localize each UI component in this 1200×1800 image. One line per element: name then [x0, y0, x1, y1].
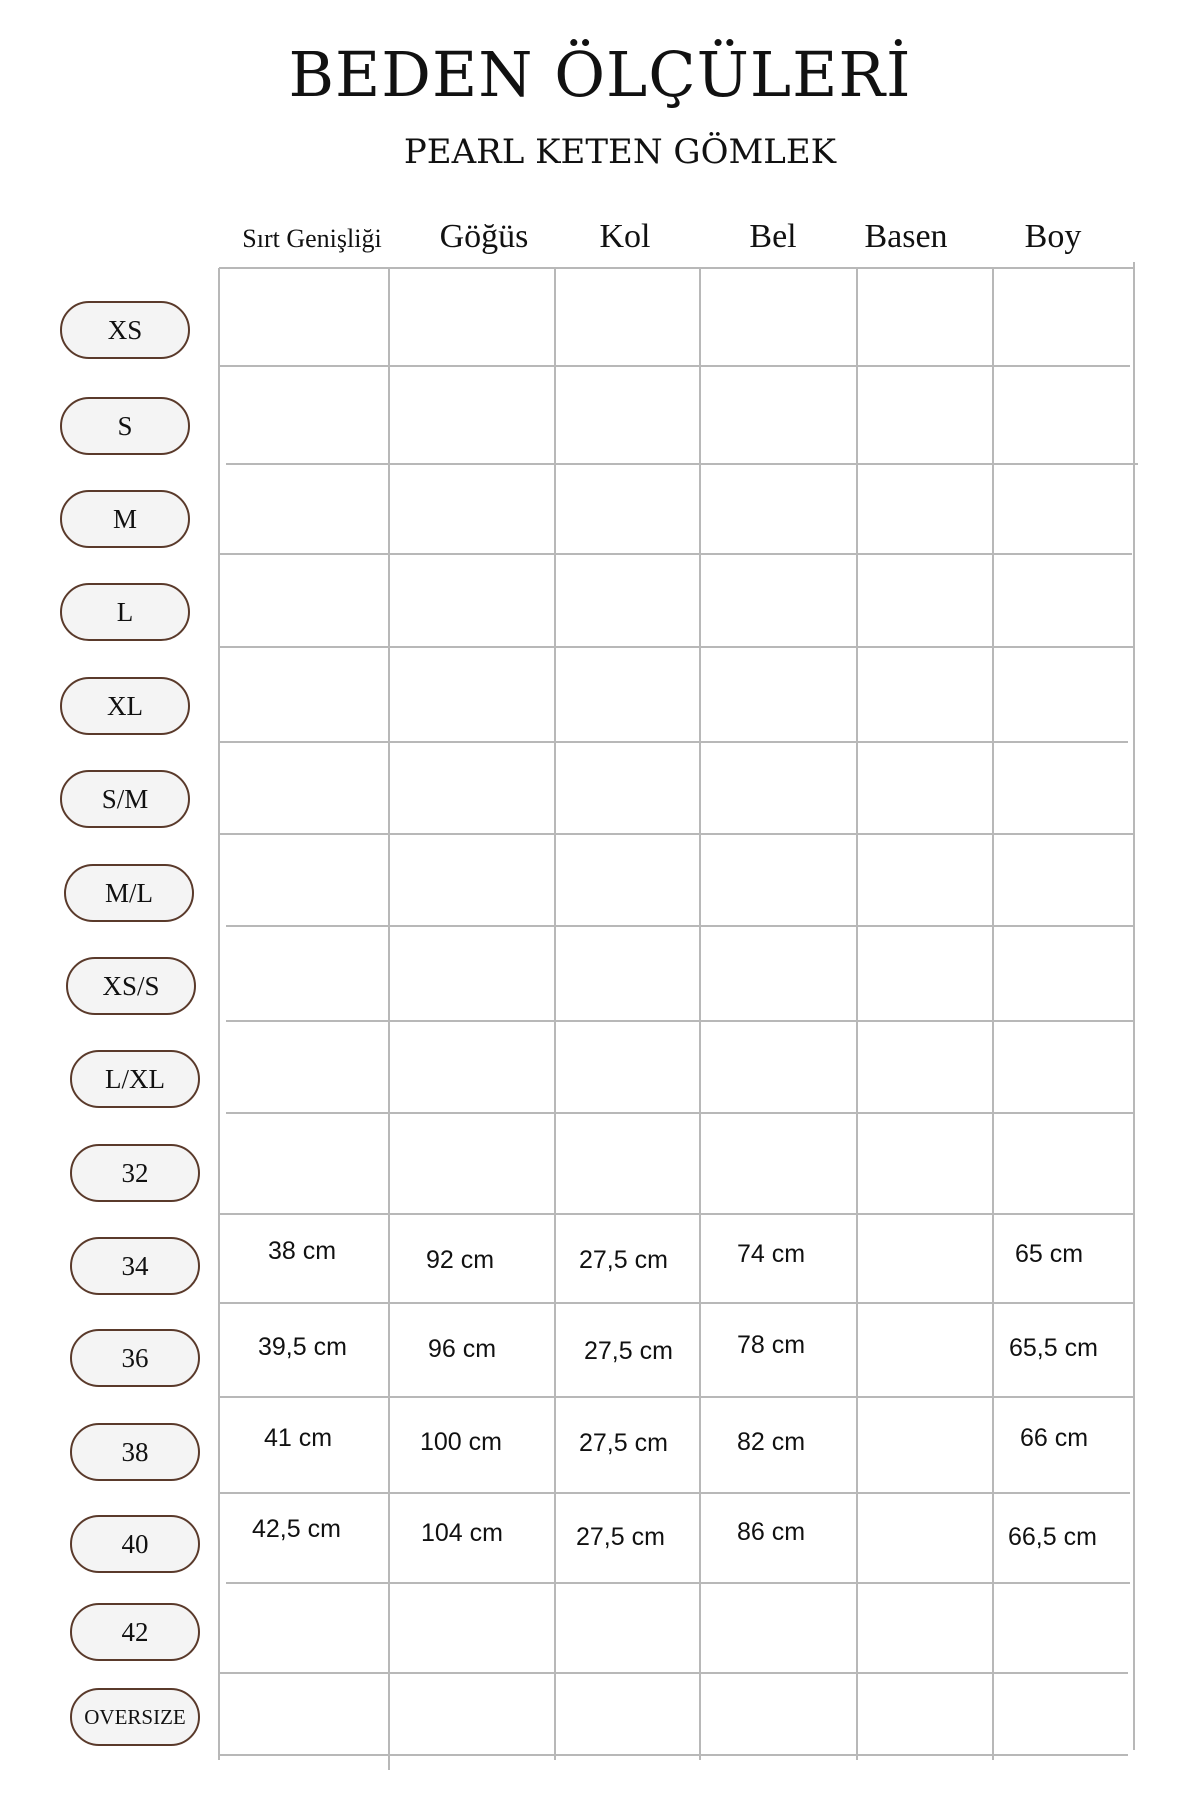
cell-34-gogus: 92 cm — [426, 1246, 495, 1274]
size-label-m-l: M/L — [64, 864, 194, 922]
column-header-sirt-genisligi: Sırt Genişliği — [242, 224, 382, 253]
cell-40-bel: 86 cm — [737, 1518, 806, 1546]
cell-36-boy: 65,5 cm — [1009, 1334, 1098, 1362]
cell-34-kol: 27,5 cm — [579, 1246, 668, 1274]
cell-36-kol: 27,5 cm — [584, 1337, 673, 1365]
product-name: PEARL KETEN GÖMLEK — [403, 132, 837, 172]
cell-38-bel: 82 cm — [737, 1428, 806, 1456]
column-header-boy: Boy — [1024, 218, 1082, 255]
cell-40-boy: 66,5 cm — [1008, 1523, 1097, 1551]
column-header-kol: Kol — [599, 218, 651, 255]
size-label-42: 42 — [70, 1603, 200, 1661]
column-header-basen: Basen — [864, 218, 948, 255]
size-label-32: 32 — [70, 1144, 200, 1202]
cell-34-sirt-genisligi: 38 cm — [268, 1237, 337, 1265]
cell-38-sirt-genisligi: 41 cm — [264, 1424, 333, 1452]
cell-38-kol: 27,5 cm — [579, 1429, 668, 1457]
size-label-38: 38 — [70, 1423, 200, 1481]
size-label-34: 34 — [70, 1237, 200, 1295]
column-header-bel: Bel — [749, 218, 797, 255]
size-label-40: 40 — [70, 1515, 200, 1573]
column-header-gogus: Göğüs — [439, 218, 529, 255]
cell-36-bel: 78 cm — [737, 1331, 806, 1359]
size-label-xs: XS — [60, 301, 190, 359]
size-label-xs-s: XS/S — [66, 957, 196, 1015]
page-title: BEDEN ÖLÇÜLERİ — [288, 38, 912, 111]
cell-40-sirt-genisligi: 42,5 cm — [252, 1515, 341, 1543]
cell-38-gogus: 100 cm — [420, 1428, 502, 1456]
cell-40-gogus: 104 cm — [421, 1519, 503, 1547]
cell-34-boy: 65 cm — [1015, 1240, 1084, 1268]
size-label-l: L — [60, 583, 190, 641]
cell-36-gogus: 96 cm — [428, 1335, 497, 1363]
cell-38-boy: 66 cm — [1020, 1424, 1089, 1452]
size-label-36: 36 — [70, 1329, 200, 1387]
size-label-m: M — [60, 490, 190, 548]
size-label-oversize: OVERSIZE — [70, 1688, 200, 1746]
cell-34-bel: 74 cm — [737, 1240, 806, 1268]
size-label-s-m: S/M — [60, 770, 190, 828]
size-label-s: S — [60, 397, 190, 455]
cell-40-kol: 27,5 cm — [576, 1523, 665, 1551]
cell-36-sirt-genisligi: 39,5 cm — [258, 1333, 347, 1361]
size-label-l-xl: L/XL — [70, 1050, 200, 1108]
size-label-xl: XL — [60, 677, 190, 735]
